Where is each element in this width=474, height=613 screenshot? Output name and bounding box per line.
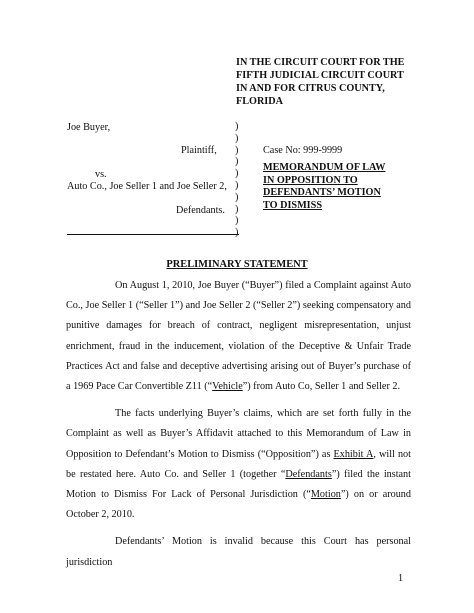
paragraph-1 [66, 276, 411, 397]
paragraph-1-end: ”) from Auto Co, Seller 1 and Seller 2. [242, 381, 401, 393]
paren: ) [235, 132, 239, 144]
court-line-3: IN AND FOR CITRUS COUNTY, [236, 83, 385, 94]
exhibit-term: Exhibit A [333, 448, 374, 460]
paragraph-3 [66, 532, 411, 572]
court-line-4: FLORIDA [236, 96, 283, 107]
paragraph-3-text: Defendants’ Motion is invalid because this Court has personal jurisdiction [66, 536, 411, 568]
court-line-1: IN THE CIRCUIT COURT FOR THE [236, 57, 405, 68]
defendants-term: Defendants [285, 468, 332, 480]
paren: ) [235, 144, 239, 156]
memo-title [263, 162, 385, 212]
vehicle-term: Vehicle [212, 381, 243, 393]
memo-title-line: IN OPPOSITION TO [263, 174, 358, 186]
memo-title-line: DEFENDANTS’ MOTION [263, 187, 381, 199]
plaintiff-name: Joe Buyer, [67, 122, 111, 133]
paragraph-2-text-b: , will not be restated here. Auto Co. and Seller 1 (together “ [66, 448, 411, 480]
paren: ) [235, 215, 239, 227]
section-heading: PRELIMINARY STATEMENT [166, 259, 308, 270]
paragraph-1-text: On August 1, 2010, Joe Buyer (“Buyer”) filed a Complaint against Auto Co., Joe Seller 1 (“Seller 1”) and Joe Seller 2 (“Seller 2”) seeking compensatory and punitive damages for breach of contract, negligent misrepresentation, unjust enrichment, fraud in the inducement, violation of the Deceptive & Unfair Trade Practices Act and false and deceptive advertising arising out of Buyer’s purchase of a 1969 Pace Car Convertible Z11 (“ [66, 280, 411, 393]
paren: ) [235, 168, 239, 180]
paren: ) [235, 191, 239, 203]
versus-label: vs. [95, 169, 107, 180]
paragraph-2-text-c: ”) filed the instant Motion to Dismiss For Lack of Personal Jurisdiction (“ [66, 468, 411, 501]
court-header [236, 56, 466, 108]
caption-parentheses [235, 121, 238, 239]
page-number: 1 [398, 573, 404, 584]
paren: ) [235, 179, 239, 191]
case-number: Case No: 999-9999 [263, 145, 343, 156]
paren: ) [235, 203, 239, 215]
caption-rule [67, 234, 239, 235]
motion-term: Motion [310, 489, 341, 501]
plaintiff-role: Plaintiff, [181, 145, 217, 156]
defendants-role: Defendants. [176, 205, 225, 216]
paragraph-2-text-a: The facts underlying Buyer’s claims, which are set forth fully in the Complaint as well as Buyer’s Affidavit attached to this Memorandum of Law in Opposition to Defendant’s Motion to Dismiss (“Opposition”) as [66, 408, 411, 460]
paren: ) [235, 227, 239, 239]
paragraph-2 [66, 404, 411, 525]
defendants-names: Auto Co., Joe Seller 1 and Joe Seller 2, [67, 181, 227, 192]
paren: ) [235, 156, 239, 168]
paren: ) [235, 121, 239, 132]
document-body [66, 276, 411, 580]
paragraph-2-text-d: ”) on or around October 2, 2010. [66, 489, 411, 521]
court-line-2: FIFTH JUDICIAL CIRCUIT COURT [236, 70, 404, 81]
memo-title-line: MEMORANDUM OF LAW [263, 162, 386, 173]
memo-title-line: TO DISMISS [263, 199, 322, 211]
